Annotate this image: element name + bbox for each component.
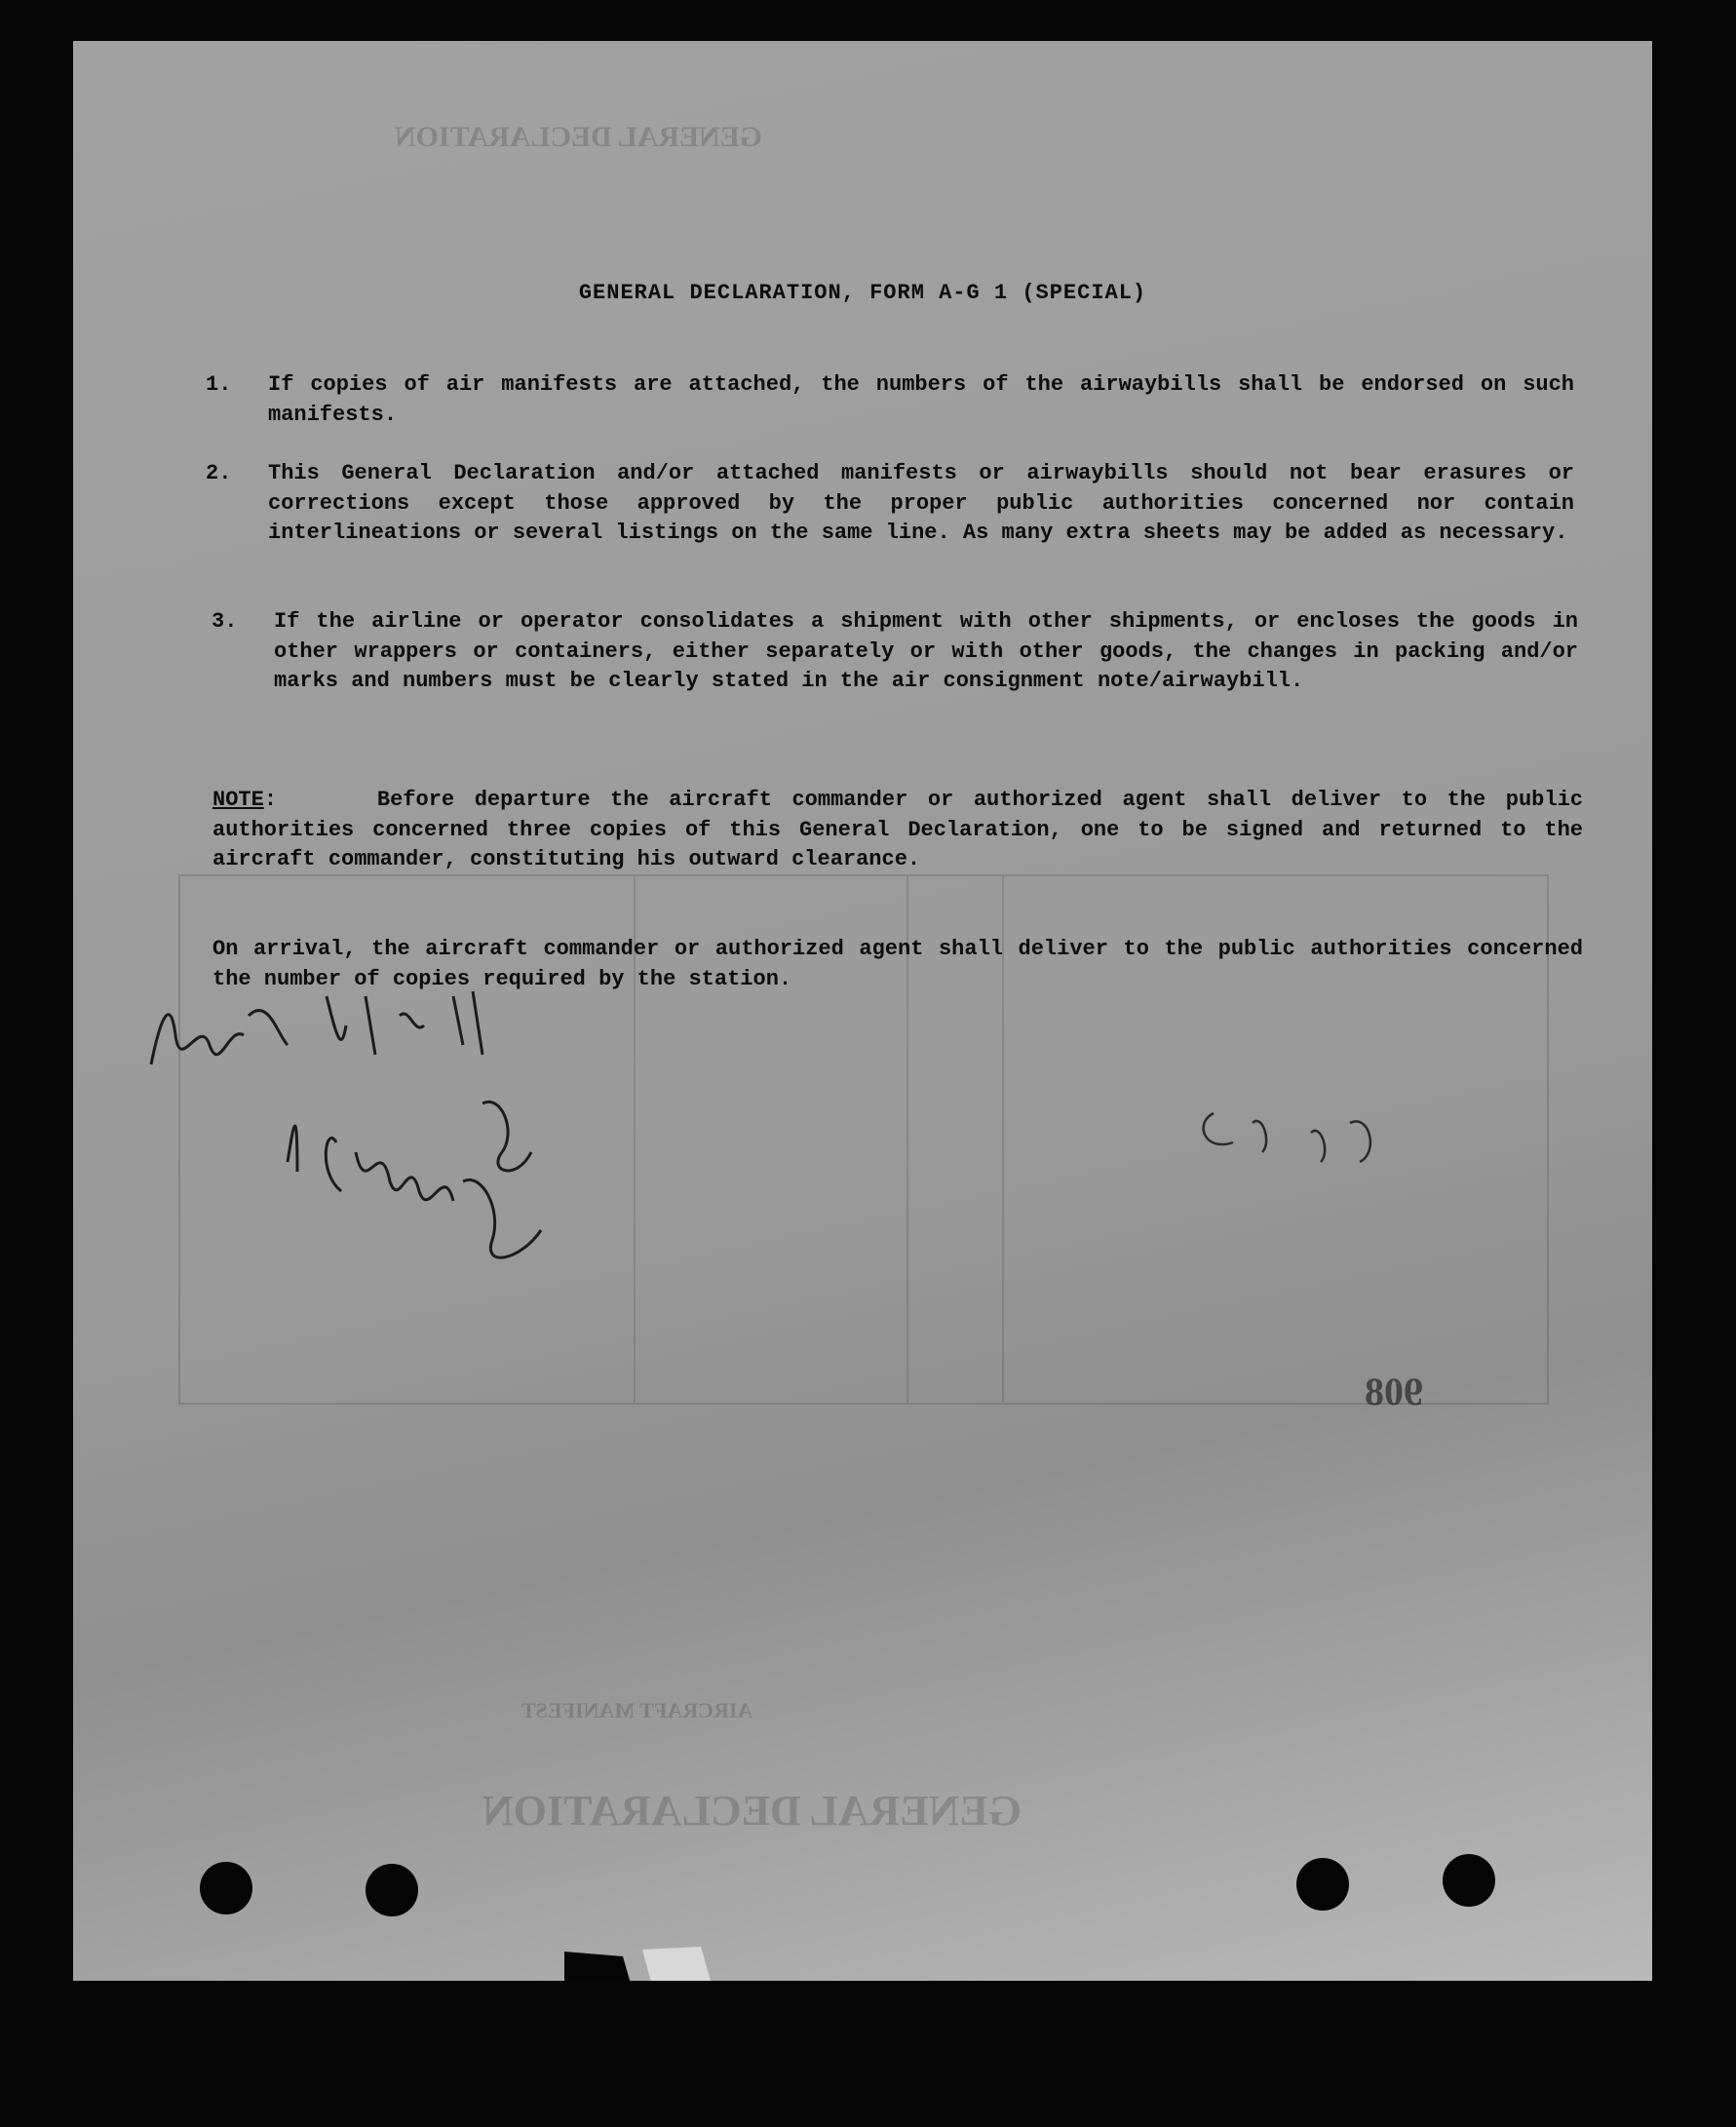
handwritten-mark — [1175, 1055, 1428, 1191]
item-number: 2. — [206, 461, 232, 485]
item-text: If copies of air manifests are attached, the numbers of the airwaybills shall be endorsed on such manifests. — [268, 372, 1574, 427]
bleed-through-text: GENERAL DECLARATION — [395, 121, 763, 153]
punch-hole — [1296, 1858, 1349, 1911]
page-title: GENERAL DECLARATION, FORM A-G 1 (SPECIAL) — [578, 281, 1147, 305]
punch-hole — [200, 1862, 252, 1914]
note-paragraph: NOTE: Before departure the aircraft commander or authorized agent shall deliver to the public authorities concerned three copies of this General Declaration, one to be signed and returned to the aircraft commander, constituting his outward clearance. — [212, 788, 1583, 871]
note-text: Before departure the aircraft commander or authorized agent shall deliver to the public authorities concerned three copies of this General Declaration, one to be signed and returned to the aircraft commander, constituting his outward clearance. — [212, 788, 1583, 871]
instruction-item — [212, 607, 1578, 697]
instruction-item — [206, 459, 1574, 549]
page-stamp-number: 908 — [1365, 1370, 1423, 1413]
item-text: If the airline or operator consolidates a shipment with other shipments, or encloses the goods in other wrappers or containers, either separately or with other goods, the changes in packing and/or marks and numbers must be clearly stated in the air consignment note/airwaybill. — [274, 609, 1578, 693]
item-number: 1. — [206, 372, 232, 397]
arrival-text: On arrival, the aircraft commander or authorized agent shall deliver to the public authorities concerned the number of copies required by the station. — [212, 937, 1583, 991]
instruction-item — [206, 370, 1574, 430]
torn-edge — [564, 1942, 730, 1981]
punch-hole — [1443, 1854, 1495, 1907]
document-page — [73, 41, 1652, 1981]
punch-hole — [366, 1864, 418, 1916]
handwritten-signature — [132, 977, 716, 1386]
bleed-through-text: GENERAL DECLARATION — [482, 1787, 1022, 1835]
note-label: NOTE — [212, 788, 264, 812]
item-text: This General Declaration and/or attached manifests or airwaybills should not bear erasures or corrections except those approved by the proper public authorities concerned nor contain interlineations or several listings on the same line. As many extra sheets may be added as necessary. — [268, 461, 1574, 545]
bleed-through-text: AIRCRAFT MANIFEST — [521, 1698, 753, 1722]
item-number: 3. — [212, 609, 238, 634]
